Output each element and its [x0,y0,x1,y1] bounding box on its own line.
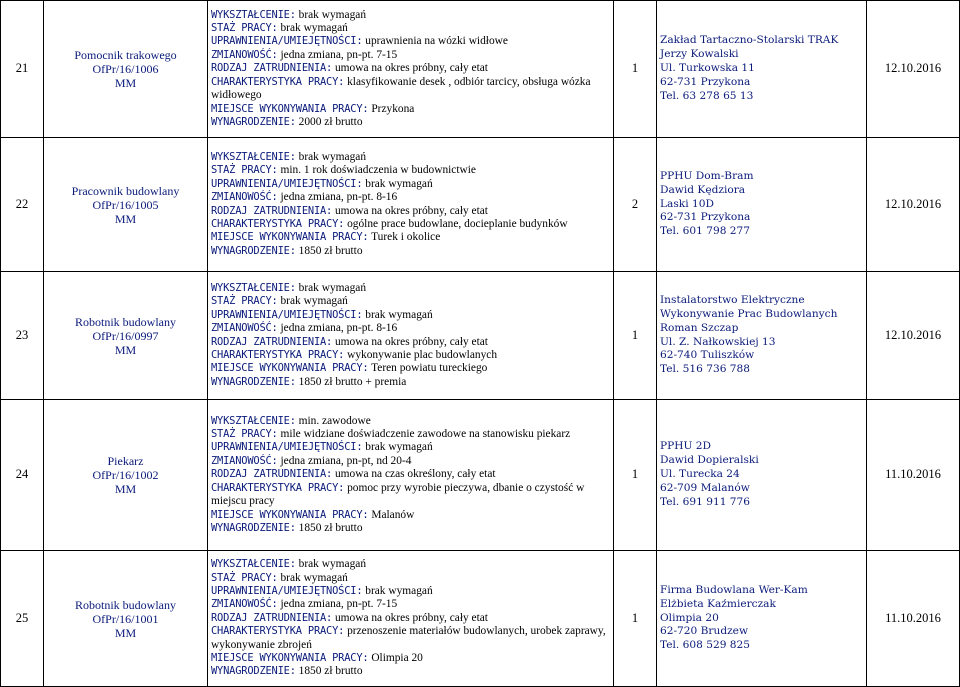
salary-field [211,665,610,678]
employer-line: Tel. 516 736 788 [660,363,751,376]
qualifications-value: brak wymagań [365,308,433,321]
workplace-value: Olimpia 20 [371,652,423,665]
table-row [1,138,960,272]
employer-line: Tel. 601 798 277 [660,225,751,238]
work-profile-label: CHARAKTERYSTYKA PRACY: [211,625,345,638]
employment-type-label: RODZAJ ZATRUDNIENIA: [211,335,333,348]
qualifications-label: UPRAWNIENIA/UMIEJĘTNOŚCI: [211,441,363,454]
position-title: Piekarz [107,454,144,468]
work-profile-field [211,349,610,362]
office-tag: MM [114,625,137,640]
education-value: brak wymagań [298,281,367,294]
position-cell [44,272,208,400]
shift-label: ZMIANOWOŚĆ: [211,598,278,611]
qualifications-value: brak wymagań [365,441,433,454]
experience-value: brak wymagań [280,22,348,35]
offer-date: 12.10.2016 [867,272,960,400]
education-label: WYKSZTAŁCENIE: [211,414,296,427]
shift-field [211,191,610,204]
employer-cell [657,400,867,551]
office-tag: MM [114,482,137,496]
work-profile-label: CHARAKTERYSTYKA PRACY: [211,348,345,361]
experience-field [211,22,610,35]
work-profile-value: wykonywanie plac budowlanych [347,348,498,361]
education-field [211,415,610,428]
employment-type-value: umowa na okres próbny, cały etat [334,204,488,217]
qualifications-label: UPRAWNIENIA/UMIEJĘTNOŚCI: [211,584,363,597]
salary-value: 2000 zł brutto [298,115,363,128]
vacancy-count: 1 [614,1,657,138]
salary-value: 1850 zł brutto [298,665,363,678]
shift-value: jedna zmiana, pn-pt. 8-16 [280,322,398,335]
workplace-field [211,103,610,116]
qualifications-label: UPRAWNIENIA/UMIEJĘTNOŚCI: [211,35,363,48]
workplace-label: MIEJSCE WYKONYWANIA PRACY: [211,102,369,115]
shift-field [211,322,610,335]
employer-line: Jerzy Kowalski [660,48,739,61]
workplace-value: Przykona [371,102,415,115]
workplace-label: MIEJSCE WYKONYWANIA PRACY: [211,652,369,665]
education-value: brak wymagań [298,150,367,163]
work-profile-label: CHARAKTERYSTYKA PRACY: [211,75,345,88]
qualifications-field [211,178,610,191]
shift-field [211,455,610,468]
workplace-label: MIEJSCE WYKONYWANIA PRACY: [211,231,369,244]
salary-field [211,245,610,258]
shift-value: jedna zmiana, pn-pt. 7-15 [280,48,398,61]
salary-field [211,376,610,389]
experience-label: STAŻ PRACY: [211,22,278,35]
work-profile-value: przenoszenie materiałów budowlanych, urobek zaprawy, wykonywanie zbrojeń [211,625,606,651]
vacancy-count: 1 [614,400,657,551]
offer-details [208,551,614,687]
employer-cell [657,1,867,138]
employment-type-value: umowa na czas określony, cały etat [334,468,496,481]
education-value: brak wymagań [298,8,367,21]
experience-field [211,572,610,585]
position-title: Robotnik budowlany [75,597,176,612]
employer-line: Ul. Turecka 24 [660,468,740,481]
employer-line: Ul. Turkowska 11 [660,62,755,75]
employment-type-label: RODZAJ ZATRUDNIENIA: [211,62,333,75]
offer-date: 11.10.2016 [867,551,960,687]
employment-type-field [211,612,610,625]
shift-label: ZMIANOWOŚĆ: [211,191,278,204]
experience-value: min. 1 rok doświadczenia w budownictwie [280,164,476,177]
offer-details [208,400,614,551]
qualifications-value: brak wymagań [365,177,433,190]
employer-line: PPHU Dom-Bram [660,169,754,182]
row-number: 22 [1,138,44,272]
workplace-field [211,509,610,522]
work-profile-value: klasyfikowanie desek , odbiór tarcicy, obsługa wózka widłowego [211,75,591,102]
work-profile-field [211,218,610,231]
salary-label: WYNAGRODZENIE: [211,665,296,678]
office-tag: MM [114,342,137,357]
position-cell [44,138,208,272]
offer-details [208,272,614,400]
work-profile-label: CHARAKTERYSTYKA PRACY: [211,481,345,494]
employer-cell [657,551,867,687]
employer-line: Elżbieta Kaźmierczak [660,597,776,610]
offer-code: OfPr/16/0997 [92,328,159,343]
workplace-field [211,652,610,665]
row-number: 24 [1,400,44,551]
qualifications-value: uprawnienia na wózki widłowe [365,35,508,48]
education-label: WYKSZTAŁCENIE: [211,150,296,163]
education-label: WYKSZTAŁCENIE: [211,281,296,294]
vacancy-count: 1 [614,272,657,400]
salary-field [211,522,610,535]
employment-type-value: umowa na okres próbny, cały etat [334,335,488,348]
employment-type-value: umowa na okres próbny, cały etat [334,62,488,75]
salary-value: 1850 zł brutto + premia [298,375,407,388]
experience-field [211,164,610,177]
employer-line: Instalatorstwo Elektryczne [660,293,805,306]
salary-label: WYNAGRODZENIE: [211,521,296,534]
employer-line: 62-731 Przykona [660,211,751,224]
employer-line: Dawid Dopieralski [660,454,759,467]
workplace-value: Teren powiatu tureckiego [371,362,488,375]
salary-label: WYNAGRODZENIE: [211,244,296,257]
position-cell [44,400,208,551]
position-title: Robotnik budowlany [75,314,176,329]
table-row [1,272,960,400]
qualifications-label: UPRAWNIENIA/UMIEJĘTNOŚCI: [211,177,363,190]
work-profile-field [211,76,610,103]
education-field [211,9,610,22]
offer-details [208,1,614,138]
employer-line: Tel. 63 278 65 13 [660,89,754,102]
row-number: 21 [1,1,44,138]
employer-line: 62-740 Tuliszków [660,349,755,362]
employer-line: Ul. Z. Nałkowskiej 13 [660,335,776,348]
qualifications-field [211,309,610,322]
offer-date: 11.10.2016 [867,400,960,551]
shift-value: jedna zmiana, pn-pt. 7-15 [280,598,398,611]
employer-line: PPHU 2D [660,440,712,453]
employer-line: Tel. 691 911 776 [660,495,751,508]
employer-line: Firma Budowlana Wer-Kam [660,583,808,596]
vacancy-count: 1 [614,551,657,687]
employment-type-field [211,336,610,349]
employer-line: Zakład Tartaczno-Stolarski TRAK [660,34,839,47]
employment-type-label: RODZAJ ZATRUDNIENIA: [211,611,333,624]
shift-field [211,49,610,62]
employer-line: Laski 10D [660,197,714,210]
row-number: 25 [1,551,44,687]
work-profile-label: CHARAKTERYSTYKA PRACY: [211,217,345,230]
position-title: Pomocnik trakowego [74,48,177,62]
salary-value: 1850 zł brutto [298,521,363,534]
workplace-value: Turek i okolice [371,231,441,244]
position-title: Pracownik budowlany [71,183,180,198]
offer-details [208,138,614,272]
offer-code: OfPr/16/1001 [92,611,159,626]
employer-line: Dawid Kędziora [660,183,746,196]
shift-field [211,598,610,611]
qualifications-field [211,35,610,48]
employer-line: Wykonywanie Prac Budowlanych [660,307,838,320]
employment-type-value: umowa na okres próbny, cały etat [334,611,488,624]
education-value: brak wymagań [298,558,367,571]
experience-field [211,295,610,308]
employer-line: Roman Szczap [660,321,739,334]
offer-code: OfPr/16/1005 [92,197,159,212]
table-row [1,551,960,687]
offer-date: 12.10.2016 [867,1,960,138]
shift-label: ZMIANOWOŚĆ: [211,322,278,335]
offer-date: 12.10.2016 [867,138,960,272]
shift-label: ZMIANOWOŚĆ: [211,454,278,467]
workplace-label: MIEJSCE WYKONYWANIA PRACY: [211,508,369,521]
offer-code: OfPr/16/1002 [92,468,159,482]
employment-type-field [211,468,610,481]
employer-line: 62-731 Przykona [660,75,751,88]
work-profile-field [211,625,610,652]
education-label: WYKSZTAŁCENIE: [211,8,296,21]
salary-value: 1850 zł brutto [298,244,363,257]
salary-label: WYNAGRODZENIE: [211,375,296,388]
office-tag: MM [114,76,137,90]
shift-value: jedna zmiana, pn-pt. 8-16 [280,191,398,204]
workplace-label: MIEJSCE WYKONYWANIA PRACY: [211,362,369,375]
work-profile-field [211,482,610,509]
salary-field [211,116,610,129]
work-profile-value: ogólne prace budowlane, docieplanie budynków [347,217,568,230]
experience-label: STAŻ PRACY: [211,164,278,177]
qualifications-label: UPRAWNIENIA/UMIEJĘTNOŚCI: [211,308,363,321]
salary-label: WYNAGRODZENIE: [211,115,296,128]
workplace-value: Malanów [371,508,415,521]
employment-type-label: RODZAJ ZATRUDNIENIA: [211,468,333,481]
experience-label: STAŻ PRACY: [211,295,278,308]
vacancy-count: 2 [614,138,657,272]
employer-cell [657,138,867,272]
education-field [211,282,610,295]
work-profile-value: pomoc przy wyrobie pieczywa, dbanie o czystość w miejscu pracy [211,481,585,508]
employment-type-label: RODZAJ ZATRUDNIENIA: [211,204,333,217]
qualifications-value: brak wymagań [365,584,433,597]
employer-line: Tel. 608 529 825 [660,639,751,652]
position-cell [44,551,208,687]
employer-line: Olimpia 20 [660,611,719,624]
experience-field [211,428,610,441]
education-label: WYKSZTAŁCENIE: [211,558,296,571]
offer-code: OfPr/16/1006 [92,62,159,76]
qualifications-field [211,441,610,454]
position-cell [44,1,208,138]
employer-line: 62-709 Malanów [660,481,750,494]
experience-value: brak wymagań [280,571,348,584]
qualifications-field [211,585,610,598]
shift-value: jedna zmiana, pn-pt, nd 20-4 [280,454,412,467]
workplace-field [211,231,610,244]
experience-value: brak wymagań [280,295,348,308]
education-field [211,558,610,571]
office-tag: MM [114,211,137,226]
table-row [1,400,960,551]
employment-type-field [211,62,610,75]
experience-label: STAŻ PRACY: [211,571,278,584]
employer-line: 62-720 Brudzew [660,625,749,638]
education-field [211,151,610,164]
education-value: min. zawodowe [298,414,371,427]
table-row [1,1,960,138]
row-number: 23 [1,272,44,400]
employment-type-field [211,205,610,218]
experience-value: mile widziane doświadczenie zawodowe na stanowisku piekarz [280,428,571,441]
workplace-field [211,362,610,375]
employer-cell [657,272,867,400]
shift-label: ZMIANOWOŚĆ: [211,48,278,61]
experience-label: STAŻ PRACY: [211,428,278,441]
